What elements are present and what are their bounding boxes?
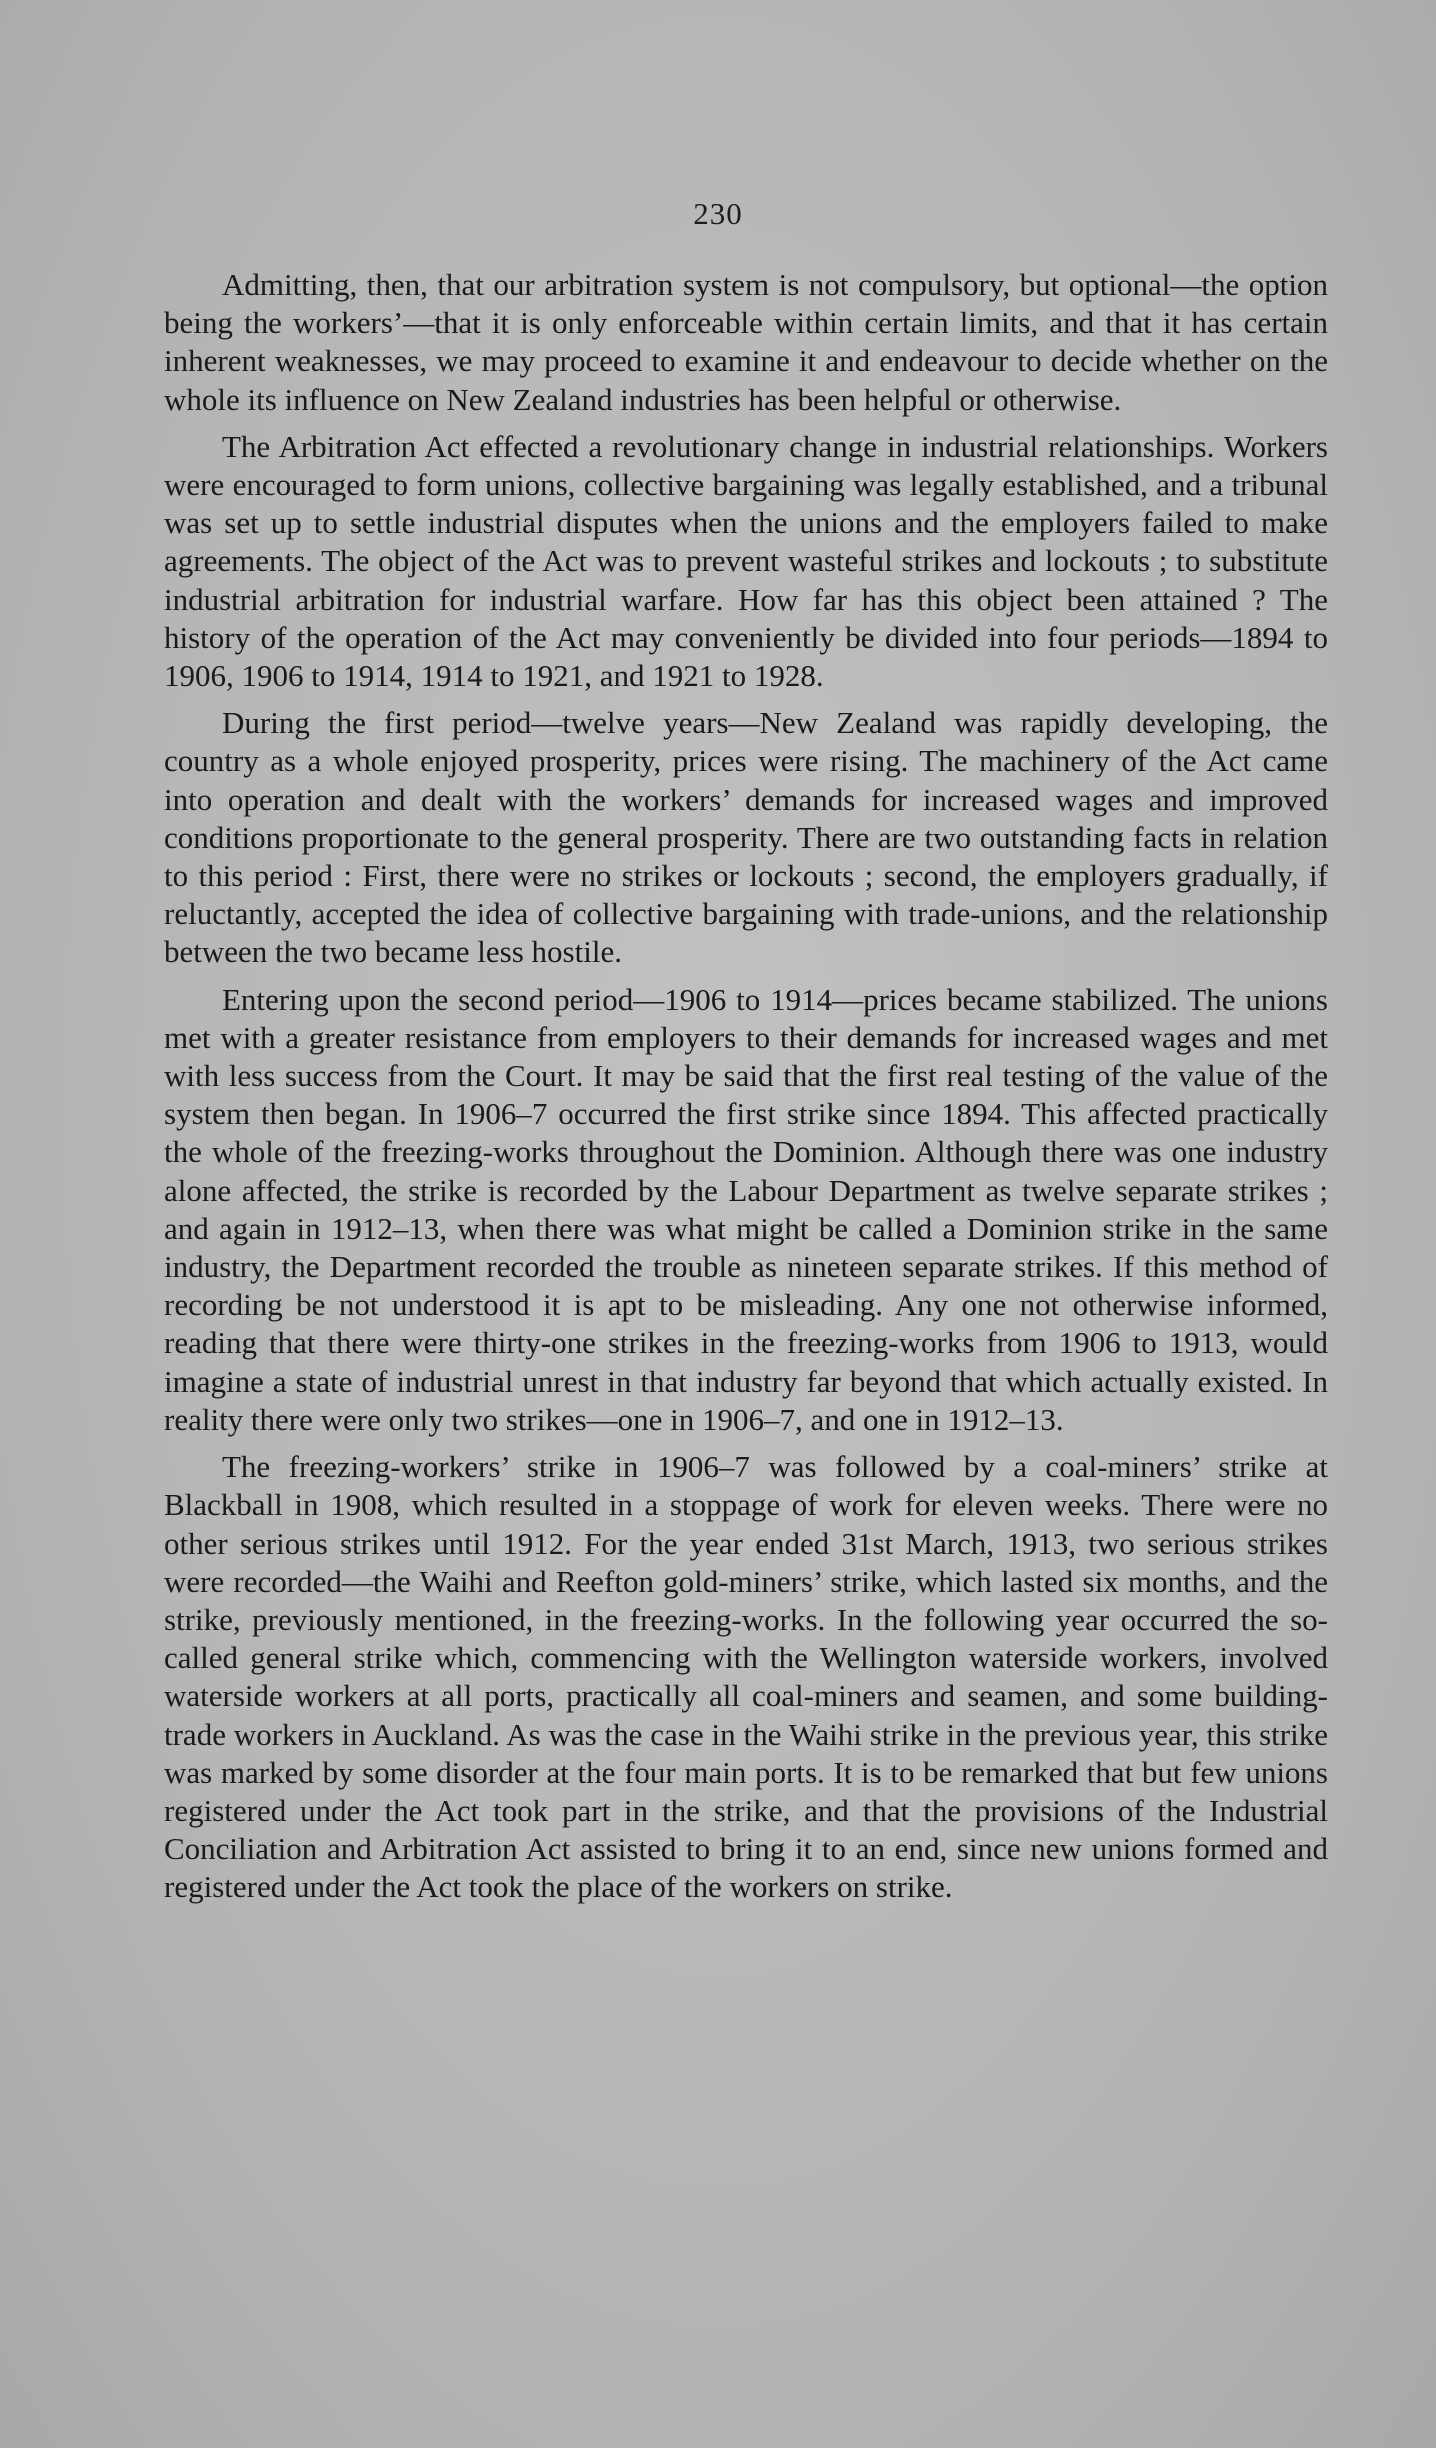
paragraph: During the first period—twelve years—New Zealand was rapidly developing, the country as a whole enjoyed prosperity, prices were rising. The machinery of the Act came into operation and dealt with the workers’ demands for increased wages and improved conditions proportionate to the general prosperity. There are two outstanding facts in relation to this period : First, there were no strikes or lockouts ; second, the employers gradually, if reluctantly, accepted the idea of collective bargaining with trade-unions, and the relationship between the two became less hostile. [164, 705, 1328, 970]
page-number: 230 [693, 196, 743, 231]
paragraph: Admitting, then, that our arbitration system is not compulsory, but optional—the option being the workers’—that it is only enforceable within certain limits, and that it has certain inherent weaknesses, we may proceed to examine it and endeavour to decide whether on the whole its influence on New Zealand industries has been helpful or otherwise. [164, 267, 1328, 417]
paragraph: The Arbitration Act effected a revolutionary change in industrial relationships. Workers were encouraged to form unions, collective bargaining was legally established, and a tribunal was set up to settle industrial disputes when the unions and the employers failed to make agreements. The object of the Act was to prevent wasteful strikes and lockouts ; to substitute industrial arbitration for industrial warfare. How far has this object been attained ? The history of the operation of the Act may conveniently be divided into four periods—1894 to 1906, 1906 to 1914, 1914 to 1921, and 1921 to 1928. [164, 428, 1328, 694]
paragraph: Entering upon the second period—1906 to 1914—prices became stabilized. The unions met with a greater resistance from employers to their demands for increased wages and met with less success from the Court. It may be said that the first real testing of the value of the system then began. In 1906–7 occurred the first strike since 1894. This affected practically the whole of the freezing-works throughout the Dominion. Although there was one industry alone affected, the strike is recorded by the Labour Department as twelve separate strikes ; and again in 1912–13, when there was what might be called a Dominion strike in the same industry, the Department recorded the trouble as nineteen separate strikes. If this method of recording be not understood it is apt to be misleading. Any one not otherwise informed, reading that there were thirty-one strikes in the freezing-works from 1906 to 1913, would imagine a state of industrial unrest in that industry far beyond that which actually existed. In reality there were only two strikes—one in 1906–7, and one in 1912–13. [164, 981, 1328, 1437]
body-text [164, 266, 1328, 1916]
paragraph: The freezing-workers’ strike in 1906–7 was followed by a coal-miners’ strike at Blackball in 1908, which resulted in a stoppage of work for eleven weeks. There were no other serious strikes until 1912. For the year ended 31st March, 1913, two serious strikes were recorded—the Waihi and Reefton gold-miners’ strike, which lasted six months, and the strike, previously mentioned, in the freezing-works. In the following year occurred the so-called general strike which, commencing with the Wellington waterside workers, involved waterside workers at all ports, practically all coal-miners and seamen, and some building-trade workers in Auckland. As was the case in the Waihi strike in the previous year, this strike was marked by some disorder at the four main ports. It is to be remarked that but few unions registered under the Act took part in the strike, and that the provisions of the Industrial Conciliation and Arbitration Act assisted to bring it to an end, since new unions formed and registered under the Act took the place of the workers on strike. [164, 1449, 1328, 1905]
